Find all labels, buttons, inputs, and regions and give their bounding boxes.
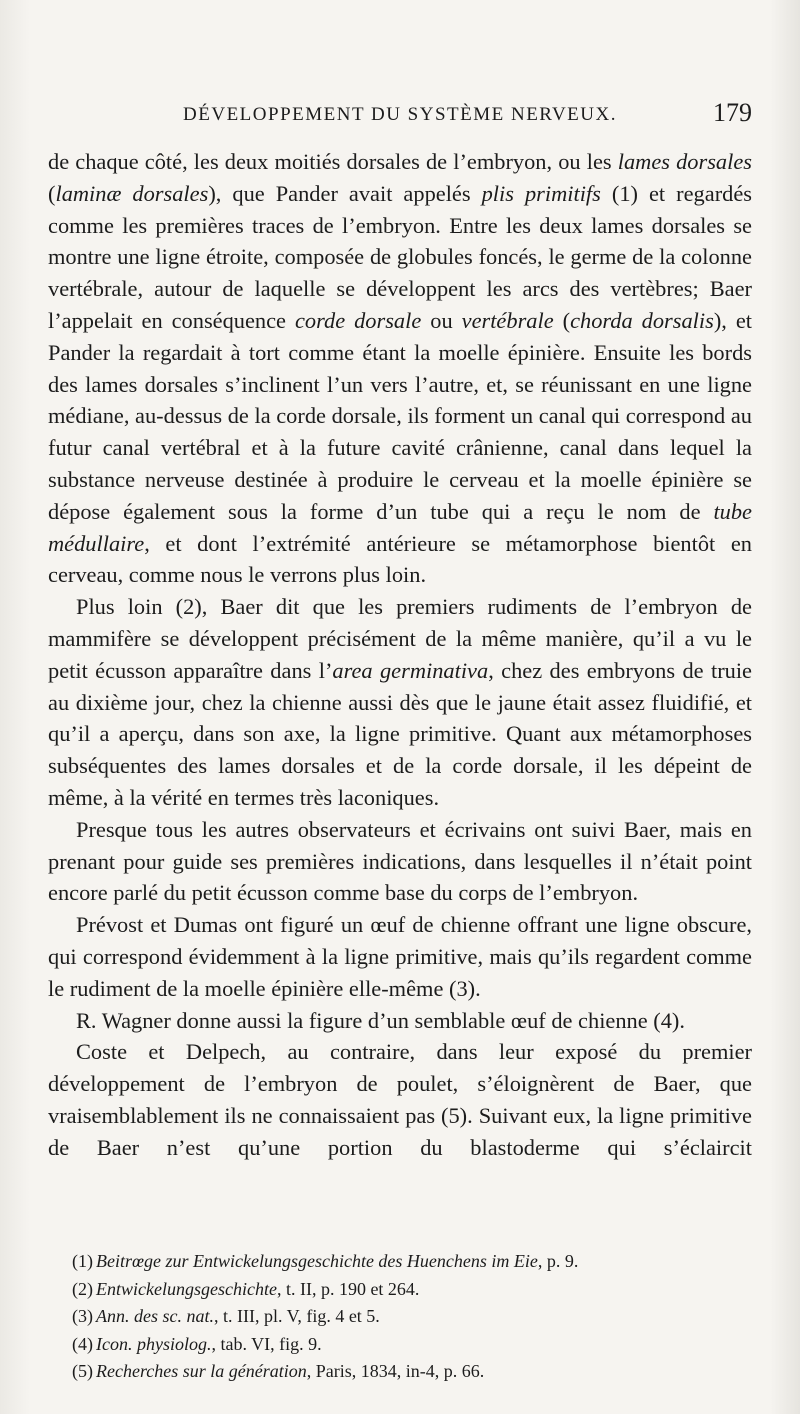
paragraph-1 [48, 146, 752, 591]
italic-text: vertébrale [461, 307, 554, 333]
footnote-marker: (3) [72, 1306, 93, 1326]
italic-text: Beitrœge zur Entwickelungsgeschichte des Huenchens im Eie [96, 1251, 538, 1271]
text-run: ), que Pander avait appelés [208, 180, 482, 206]
footnote-marker: (4) [72, 1333, 93, 1354]
footnote-marker: (1) [72, 1251, 93, 1271]
page-number: 179 [713, 98, 752, 127]
italic-text: plis primitifs [481, 180, 601, 206]
text-run: , tab. VI, fig. 9. [211, 1333, 322, 1354]
text-run: (1) et regardés comme les premières traces de l’embryon. Entre les deux lames dorsales se montre une ligne étroite, composée de globules foncés, le germe de la colonne vertébrale, autour de laquelle se développent les arcs des vertèbres; Baer l’appelait en conséquence [48, 180, 752, 333]
italic-text: lames dorsales [617, 149, 752, 174]
text-run: R. Wagner donne aussi la figure d’un semblable œuf de chienne (4). [76, 1007, 685, 1033]
text-run: , Paris, 1834, in-4, p. 66. [306, 1361, 485, 1381]
text-run: Presque tous les autres observateurs et écrivains ont suivi Baer, mais en prenant pour guide ses premières indications, dans lesquelles il n’était point encore parlé du petit écusson comme base du corps de l’embryon. [48, 816, 752, 906]
italic-text: tube médullaire [48, 498, 752, 556]
paragraph-3 [48, 814, 752, 909]
text-run: Plus loin (2), Baer dit que les premiers rudiments de l’embryon de mammifère se développent précisément de la même manière, qu’il a vu le petit écusson apparaître dans l’ [48, 594, 752, 683]
italic-text: area germinativa [332, 657, 489, 683]
text-run: ( [48, 180, 56, 206]
text-run: , p. 9. [537, 1251, 579, 1271]
footnote-3 [72, 1303, 752, 1331]
footnote-1 [72, 1248, 752, 1276]
text-run: , t. III, pl. V, fig. 4 et 5. [213, 1306, 380, 1326]
footnote-5 [72, 1358, 752, 1386]
paragraph-5 [48, 1005, 752, 1037]
italic-text: Ann. des sc. nat. [96, 1306, 214, 1326]
paragraph-2 [48, 591, 752, 814]
footnotes [72, 1248, 752, 1386]
italic-text: Icon. physiolog. [96, 1333, 212, 1354]
italic-text: corde dorsale [294, 307, 422, 333]
italic-text: Recherches sur la génération [96, 1361, 307, 1381]
text-run: de chaque côté, les deux moitiés dorsales de l’embryon, ou les [48, 149, 618, 174]
paragraph-4 [48, 909, 752, 1004]
italic-text: laminæ dorsales [55, 180, 209, 206]
footnote-4 [72, 1331, 752, 1359]
text-run: ( [553, 307, 571, 333]
body-text [48, 146, 752, 1164]
italic-text: Entwickelungsgeschichte [96, 1278, 277, 1299]
footnote-2 [72, 1276, 752, 1304]
page-header [48, 98, 752, 138]
text-run: , chez des embryons de truie au dixième jour, chez la chienne aussi dès que le jaune était assez fluidifié, et qu’il a aperçu, dans son axe, la ligne primitive. Quant aux métamorphoses subséquentes des lames dorsales et de la corde dorsale, il les dépeint de même, à la vérité en termes très laconiques. [48, 657, 752, 810]
text-run: ), et Pander la regardait à tort comme étant la moelle épinière. Ensuite les bords des lames dorsales s’inclinent l’un vers l’autre, et, se réunissant en une ligne médiane, au-dessus de la corde dorsale, ils forment un canal qui correspond au futur canal vertébral et à la future cavité crânienne, canal dans lequel la substance nerveuse destinée à produire le cerveau et la moelle épinière se dépose également sous la forme d’un tube qui a reçu le nom de [48, 307, 753, 524]
text-run: , et dont l’extrémité antérieure se métamorphose bientôt en cerveau, comme nous le verrons plus loin. [48, 530, 752, 588]
italic-text: chorda dorsalis [570, 307, 714, 333]
text-run: , t. II, p. 190 et 264. [276, 1278, 420, 1299]
paragraph-6 [48, 1036, 752, 1163]
footnote-marker: (2) [72, 1278, 93, 1299]
running-head: DÉVELOPPEMENT DU SYSTÈME NERVEUX. [183, 104, 617, 125]
text-run: ou [421, 307, 462, 333]
text-run: Coste et Delpech, au contraire, dans leur exposé du premier développement de l’embryon de poulet, s’éloignèrent de Baer, que vraisemblablement ils ne connaissaient pas (5). Suivant eux, la ligne primitive de Baer n’est qu’une portion du blastoderme qui s’éclaircit [48, 1039, 752, 1160]
footnote-marker: (5) [72, 1361, 93, 1381]
text-run: Prévost et Dumas ont figuré un œuf de chienne offrant une ligne obscure, qui correspond évidemment à la ligne primitive, mais qu’ils regardent comme le rudiment de la moelle épinière elle-même (3). [48, 912, 752, 1001]
